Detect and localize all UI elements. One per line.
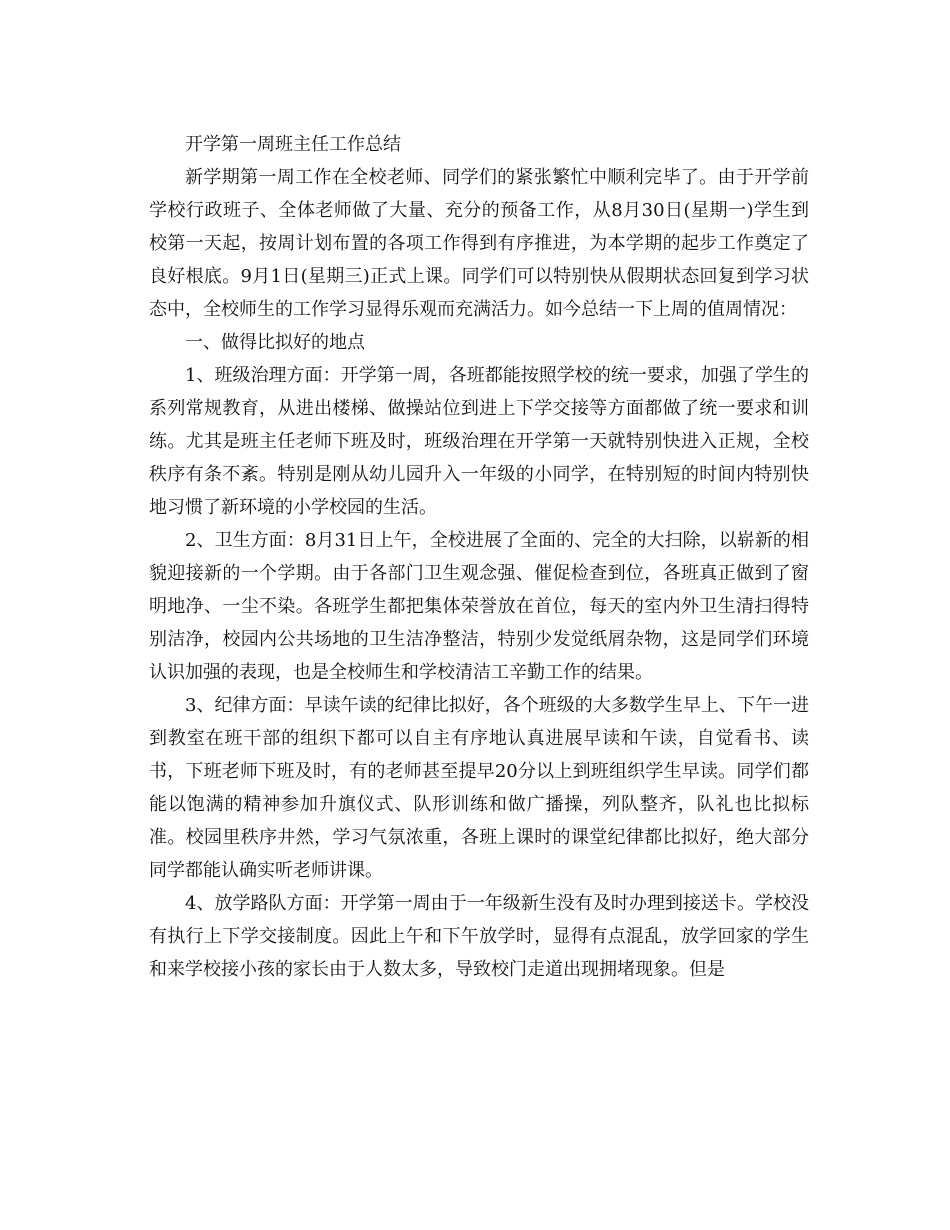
paragraph-hygiene: 2、卫生方面：8月31日上午，全校进展了全面的、完全的大扫除，以崭新的相貌迎接新的一个学期。由于各部门卫生观念强、催促检查到位，各班真正做到了窗明地净、一尘不染。各班学生都把集体荣誉放在首位，每天的室内外卫生清扫得特别洁净，校园内公共场地的卫生洁净整洁，特别少发觉纸屑杂物，这是同学们环境认识加强的表现，也是全校师生和学校清洁工辛勤工作的结果。 [149, 530, 809, 683]
document-body [149, 128, 809, 986]
paragraph-class-management: 1、班级治理方面：开学第一周，各班都能按照学校的统一要求，加强了学生的系列常规教育，从进出楼梯、做操站位到进上下学交接等方面都做了统一要求和训练。尤其是班主任老师下班及时，班级治理在开学第一天就特别快进入正规，全校秩序有条不紊。特别是刚从幼儿园升入一年级的小同学，在特别短的时间内特别快地习惯了新环境的小学校园的生活。 [149, 365, 809, 518]
paragraph-dismissal-queue: 4、放学路队方面：开学第一周由于一年级新生没有及时办理到接送卡。学校没有执行上下学交接制度。因此上午和下午放学时，显得有点混乱，放学回家的学生和来学校接小孩的家长由于人数太多，导致校门走道出现拥堵现象。但是 [149, 893, 809, 980]
section-heading-good-points: 一、做得比拟好的地点 [185, 332, 365, 353]
paragraph-discipline: 3、纪律方面：早读午读的纪律比拟好，各个班级的大多数学生早上、下午一进到教室在班干部的组织下都可以自主有序地认真进展早读和午读，自觉看书、读书，下班老师下班及时，有的老师甚至提早20分以上到班组织学生早读。同学们都能以饱满的精神参加升旗仪式、队形训练和做广播操，列队整齐，队礼也比拟标准。校园里秩序井然，学习气氛浓重，各班上课时的课堂纪律都比拟好，绝大部分同学都能认确实听老师讲课。 [149, 695, 809, 881]
paragraph-intro: 新学期第一周工作在全校老师、同学们的紧张繁忙中顺利完毕了。由于开学前学校行政班子、全体老师做了大量、充分的预备工作，从8月30日(星期一)学生到校第一天起，按周计划布置的各项工作得到有序推进，为本学期的起步工作奠定了良好根底。9月1日(星期三)正式上课。同学们可以特别快从假期状态回复到学习状态中，全校师生的工作学习显得乐观而充满活力。如今总结一下上周的值周情况： [149, 167, 809, 320]
document-title: 开学第一周班主任工作总结 [185, 134, 401, 155]
